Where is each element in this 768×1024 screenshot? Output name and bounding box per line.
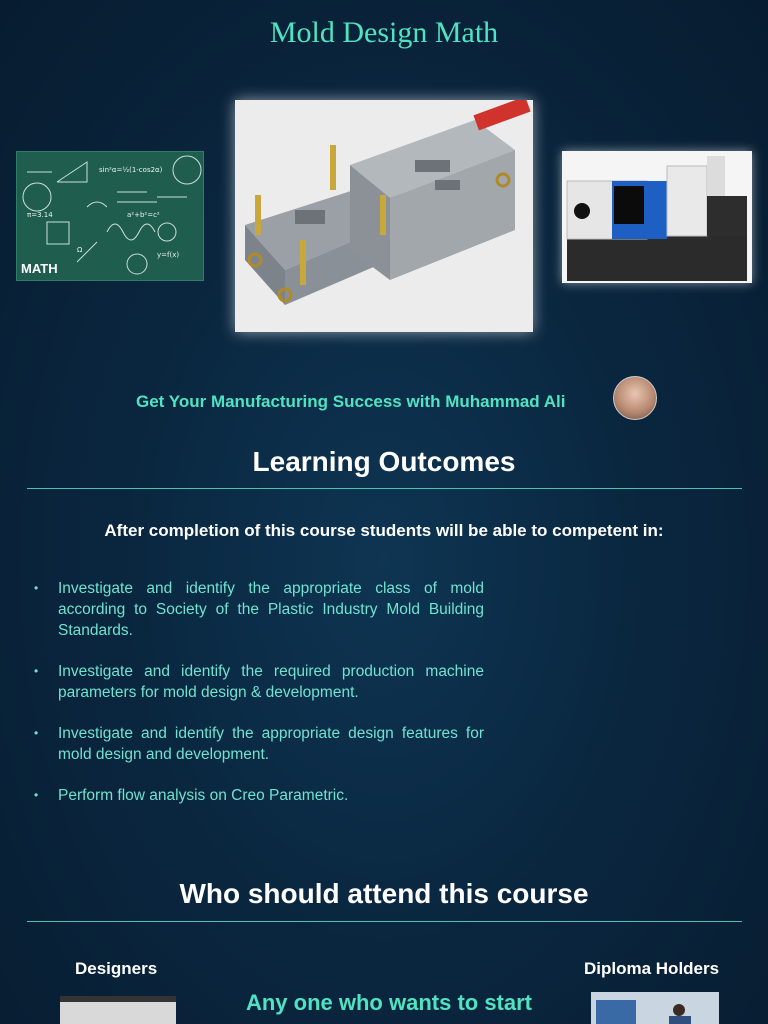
outcome-text: Perform flow analysis on Creo Parametric.: [58, 787, 349, 804]
bullet-icon: •: [34, 788, 39, 802]
bullet-icon: •: [34, 726, 39, 740]
list-item: [34, 661, 484, 703]
section-divider: [27, 921, 742, 922]
diploma-holders-label: Diploma Holders: [584, 959, 720, 978]
page-title: Mold Design Math: [269, 16, 499, 49]
svg-text:y=f(x): y=f(x): [157, 251, 180, 259]
designers-label: Designers: [75, 959, 158, 978]
audience-cta: Any one who wants to start: [245, 990, 533, 1015]
instructor-tagline: Get Your Manufacturing Success with Muhammad Ali: [136, 392, 566, 411]
math-chalkboard-image: [16, 151, 204, 281]
instructor-avatar: [613, 376, 657, 420]
list-item: [34, 578, 484, 641]
bullet-icon: •: [34, 581, 39, 595]
svg-text:π=3.14: π=3.14: [27, 211, 53, 219]
learning-outcomes-heading: Learning Outcomes: [252, 446, 516, 477]
svg-text:a²+b²=c²: a²+b²=c²: [127, 211, 160, 219]
svg-text:sin²α=½(1-cos2α): sin²α=½(1-cos2α): [99, 166, 163, 174]
outcome-text: Investigate and identify the appropriate design features for mold design and development.: [58, 725, 484, 763]
outcomes-list: [34, 578, 484, 826]
injection-mold-image: [235, 100, 533, 332]
list-item: [34, 723, 484, 765]
injection-machine-image: [562, 151, 752, 283]
outcome-text: Investigate and identify the appropriate class of mold according to Society of the Plastic Industry Mold Building Standards.: [58, 580, 484, 639]
svg-text:Ω: Ω: [77, 246, 83, 254]
outcome-text: Investigate and identify the required production machine parameters for mold design & development.: [58, 663, 484, 701]
audience-heading: Who should attend this course: [179, 878, 589, 909]
list-item: [34, 785, 484, 806]
math-label: MATH: [21, 261, 58, 276]
outcomes-subtitle: After completion of this course students will be able to competent in:: [104, 521, 664, 540]
bullet-icon: •: [34, 664, 39, 678]
section-divider: [27, 488, 742, 489]
